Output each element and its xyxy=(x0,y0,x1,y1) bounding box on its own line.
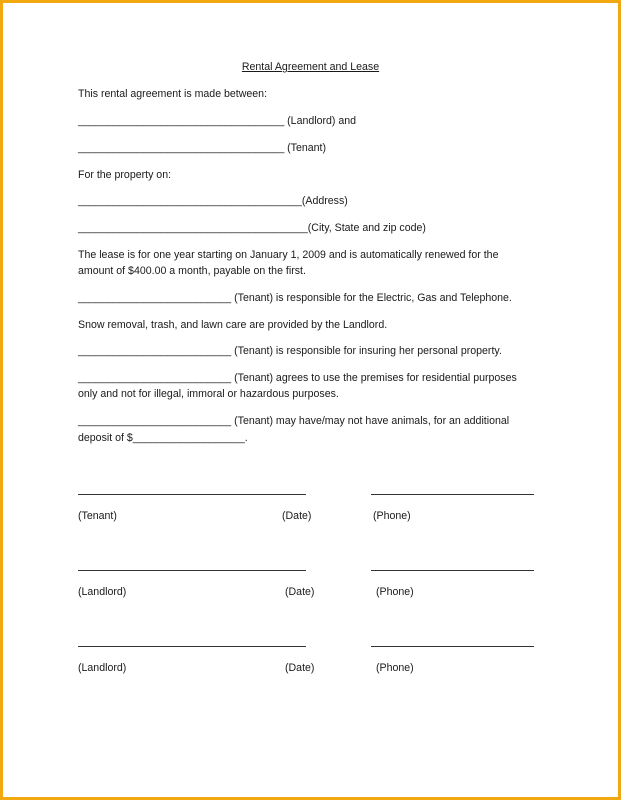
insurance-clause: __________________________ (Tenant) is responsible for insuring her personal property. xyxy=(78,345,502,357)
animals-clause-line-1: __________________________ (Tenant) may have/may not have animals, for an additional xyxy=(78,415,510,427)
landlord-signature-line xyxy=(78,570,306,571)
utilities-clause: __________________________ (Tenant) is responsible for the Electric, Gas and Telephone. xyxy=(78,292,512,304)
landlord-phone-line xyxy=(371,570,534,571)
address-blank: ______________________________________(Address) xyxy=(78,195,348,207)
signature-date: (Date) xyxy=(285,662,315,674)
premises-clause-line-2: only and not for illegal, immoral or hazardous purposes. xyxy=(78,388,339,400)
landlord-signature-line xyxy=(78,646,306,647)
signature-phone: (Phone) xyxy=(376,662,414,674)
signature-phone: (Phone) xyxy=(373,510,411,522)
lease-term-line-1: The lease is for one year starting on January 1, 2009 and is automatically renewed for the xyxy=(78,249,499,261)
property-label: For the property on: xyxy=(78,169,172,181)
landlord-phone-line xyxy=(371,646,534,647)
snow-clause: Snow removal, trash, and lawn care are provided by the Landlord. xyxy=(78,319,388,331)
signature-date: (Date) xyxy=(285,586,315,598)
intro-text: This rental agreement is made between: xyxy=(78,88,268,100)
premises-clause-line-1: __________________________ (Tenant) agrees to use the premises for residential purposes xyxy=(78,372,517,384)
tenant-signature-line xyxy=(78,494,306,495)
document-title: Rental Agreement and Lease xyxy=(241,61,380,73)
landlord-blank: ___________________________________ (Landlord) and xyxy=(78,115,357,127)
signature-phone: (Phone) xyxy=(376,586,414,598)
signature-role: (Landlord) xyxy=(78,662,127,674)
city-blank: _______________________________________(City, State and zip code) xyxy=(78,222,426,234)
lease-term-line-2: amount of $400.00 a month, payable on the first. xyxy=(78,265,306,277)
animals-clause-line-2: deposit of $___________________. xyxy=(78,432,248,444)
tenant-blank: ___________________________________ (Tenant) xyxy=(78,142,327,154)
tenant-phone-line xyxy=(371,494,534,495)
signature-role: (Landlord) xyxy=(78,586,127,598)
signature-date: (Date) xyxy=(282,510,312,522)
signature-role: (Tenant) xyxy=(78,510,117,522)
